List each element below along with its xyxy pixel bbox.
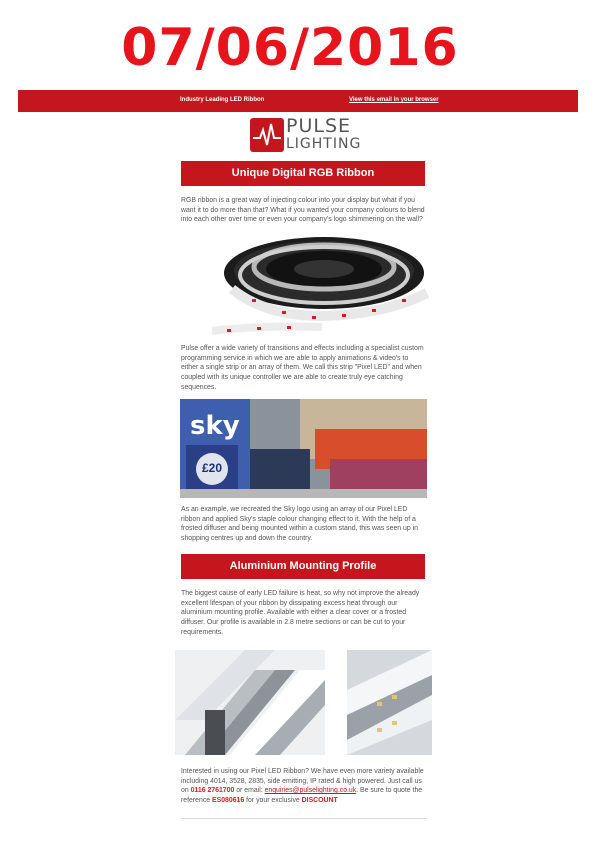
contact-text-b: or email: — [234, 787, 265, 795]
contact-text-c: . Be sure to quote the reference — [181, 787, 423, 805]
discount-label: DISCOUNT — [301, 797, 338, 805]
email-header-bar — [18, 90, 578, 112]
aluminium-profile-photo — [175, 650, 325, 755]
phone-number[interactable]: 0116 2761700 — [190, 787, 235, 795]
view-in-browser-link[interactable]: View this email in your browser — [349, 97, 439, 103]
lit-profile-photo — [347, 650, 432, 755]
pulse-lighting-logo[interactable] — [250, 116, 360, 156]
email-body — [55, 112, 549, 849]
heading-aluminium-profile: Aluminium Mounting Profile — [181, 554, 425, 579]
sky-sign-text: sky — [190, 411, 240, 441]
header-tagline: Industry Leading LED Ribbon — [180, 97, 265, 103]
pulse-wave-icon — [250, 118, 284, 152]
sky-price-text: £20 — [202, 461, 223, 475]
heading-rgb-ribbon: Unique Digital RGB Ribbon — [181, 161, 425, 186]
logo-word-lighting: LIGHTING — [286, 136, 362, 152]
led-ribbon-reel-image — [212, 231, 436, 339]
reference-code: ES080616 — [212, 797, 245, 805]
sky-display-photo — [180, 399, 427, 498]
sky-example-paragraph: As an example, we recreated the Sky logo using an array of our Pixel LED ribbon and applied Sky's staple colour changing effect to it. With the help of a frosted diffuser and being mounted within a custom stand, this was seen up in shopping centres up and down the country. — [181, 506, 418, 543]
contact-text-a: Interested in using our Pixel LED Ribbon? We have even more variety available including 4014, 3528, 2835, side emitting, IP rated & high powered. Just call us on — [181, 768, 424, 795]
contact-paragraph — [181, 767, 427, 806]
logo-word-pulse: PULSE — [286, 115, 352, 137]
rgb-intro-paragraph: RGB ribbon is a great way of injecting colour into your display but what if you want it to do more than that? What if you wanted your company colours to blend into each other over time or even your company's logo shimmering on the wall? — [181, 197, 425, 224]
aluminium-profile-paragraph: The biggest cause of early LED failure is heat, so why not improve the already excellent lifespan of your ribbon by dissipating excess heat through our aluminium mounting profile. Available with either a clear cover or a frosted diffuser. Our profile is available in 2.8 metre sections or can be cut to your requirements. — [181, 590, 420, 636]
pixel-led-paragraph: Pulse offer a wide variety of transitions and effects including a specialist custom programming service in which we are able to apply animations & video's to either a single strip or an array of them. We call this strip "Pixel LED" and when coupled with its unique controller we are able to create truly eye catching sequences. — [181, 345, 424, 391]
date-stamp: 07/06/2016 — [121, 18, 459, 78]
footer-divider — [181, 818, 427, 819]
contact-text-d: for your exclusive — [244, 797, 302, 805]
email-link[interactable]: enquiries@pulselighting.co.uk — [264, 787, 357, 795]
